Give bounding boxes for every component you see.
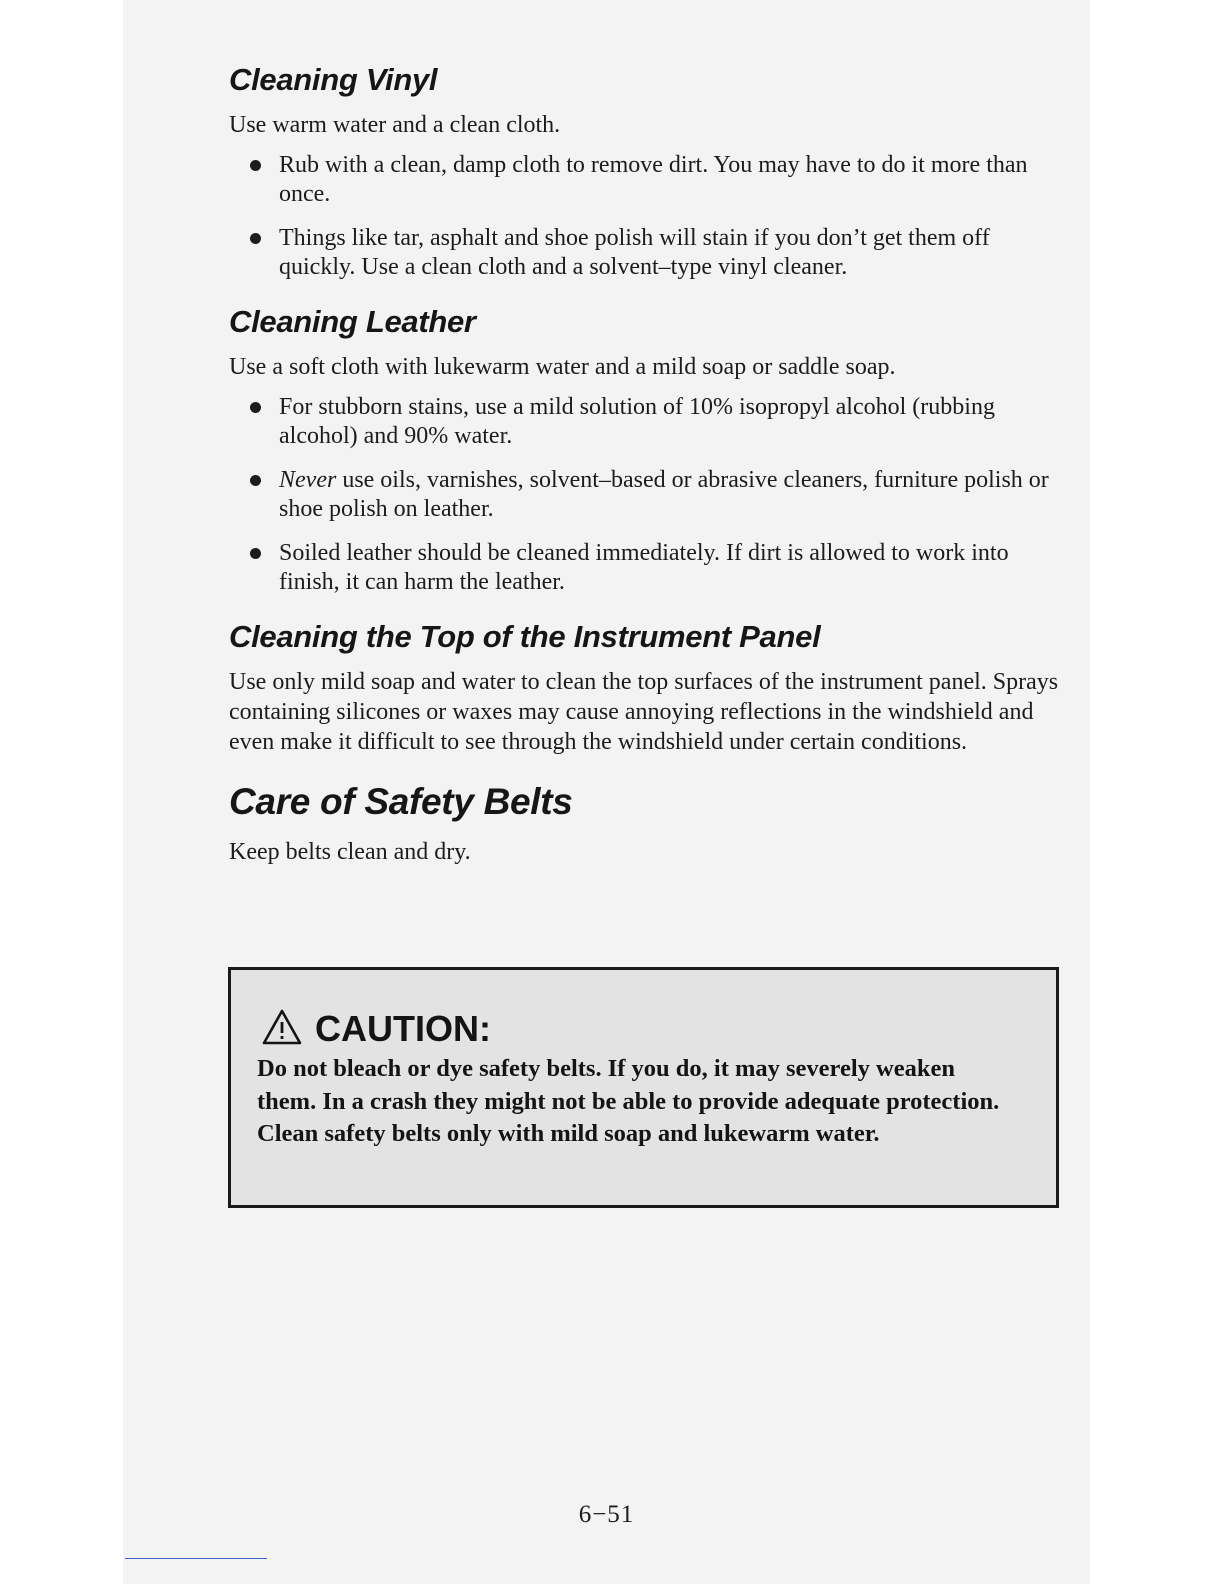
- bullet-icon: [250, 475, 261, 486]
- list-item: [229, 393, 1059, 451]
- section-title-safety-belts: Care of Safety Belts: [229, 781, 573, 822]
- leather-intro: Use a soft cloth with lukewarm water and a mild soap or saddle soap.: [229, 354, 896, 380]
- bullet-text: Things like tar, asphalt and shoe polish will stain if you don’t get them off quickly. Use a clean cloth and a solvent–type vinyl cleaner.: [279, 225, 990, 280]
- page-content: [229, 62, 1059, 878]
- bullet-text: Rub with a clean, damp cloth to remove dirt. You may have to do it more than once.: [279, 152, 1028, 207]
- bullet-icon: [250, 548, 261, 559]
- manual-page: [123, 0, 1090, 1584]
- bullet-icon: [250, 160, 261, 171]
- bullet-text: use oils, varnishes, solvent–based or abrasive cleaners, furniture polish or shoe polish on leather.: [279, 467, 1049, 522]
- warning-triangle-icon: [261, 1008, 303, 1046]
- caution-heading-text: CAUTION:: [315, 1008, 491, 1049]
- list-item: [229, 151, 1059, 209]
- caution-heading: [261, 1008, 491, 1050]
- section-title-instrument-panel: Cleaning the Top of the Instrument Panel: [229, 619, 821, 654]
- caution-box: [228, 967, 1059, 1208]
- list-item: [229, 224, 1059, 282]
- bullet-text: Soiled leather should be cleaned immediately. If dirt is allowed to work into finish, it can harm the leather.: [279, 540, 1009, 595]
- list-item: [229, 539, 1059, 597]
- caution-text: Do not bleach or dye safety belts. If you do, it may severely weaken them. In a crash they might not be able to provide adequate protection. Clean safety belts only with mild soap and lukewarm water.: [257, 1055, 1000, 1147]
- section-title-cleaning-vinyl: Cleaning Vinyl: [229, 62, 438, 97]
- bullet-icon: [250, 402, 261, 413]
- bullet-emphasis: Never: [279, 467, 337, 493]
- footer-divider: [125, 1558, 267, 1559]
- list-item: [229, 466, 1059, 524]
- leather-bullet-list: [229, 393, 1059, 597]
- bullet-text: For stubborn stains, use a mild solution of 10% isopropyl alcohol (rubbing alcohol) and 90% water.: [279, 394, 995, 449]
- vinyl-intro: Use warm water and a clean cloth.: [229, 112, 561, 138]
- bullet-icon: [250, 233, 261, 244]
- section-title-cleaning-leather: Cleaning Leather: [229, 304, 476, 339]
- safety-belts-intro: Keep belts clean and dry.: [229, 839, 471, 865]
- page-number: 6−51: [578, 1501, 635, 1528]
- vinyl-bullet-list: [229, 151, 1059, 282]
- instrument-panel-body: Use only mild soap and water to clean the top surfaces of the instrument panel. Sprays containing silicones or waxes may cause annoying reflections in the windshield and even make it difficult to see through the windshield under certain conditions.: [229, 669, 1059, 755]
